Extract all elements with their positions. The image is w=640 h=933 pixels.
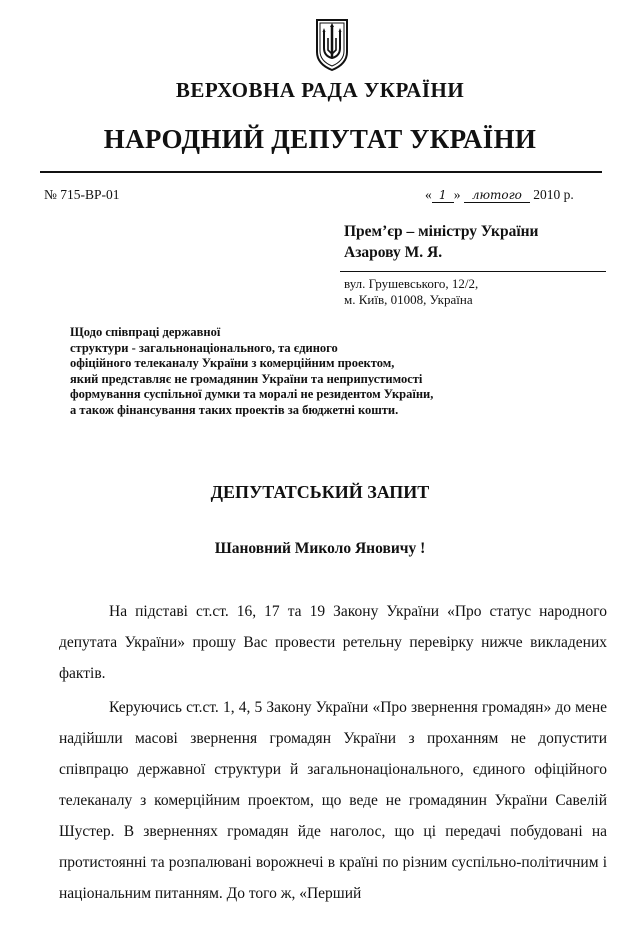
addressee-divider: [340, 271, 606, 272]
addressee-address: [344, 276, 478, 308]
subject-line: який представляє не громадянин України та неприпустимості: [70, 371, 423, 386]
date-day: 1: [432, 188, 454, 203]
registration-number: № 715-ВР-01: [44, 187, 120, 202]
address-city: м. Київ, 01008, Україна: [344, 292, 473, 307]
organization-heading: ВЕРХОВНА РАДА УКРАЇНИ: [175, 78, 465, 102]
body-paragraph: На підставі ст.ст. 16, 17 та 19 Закону України «Про статус народного депутата України» прошу Вас провести ретельну перевірку нижче викладених фактів.: [59, 603, 607, 682]
addressee-title: Прем’єр – міністру України: [344, 223, 539, 240]
body-paragraph: Керуючись ст.ст. 1, 4, 5 Закону України «Про звернення громадян» до мене надійшли масові звернення громадян України з проханням не допустити співпрацю державної структури й загальнонаціонального, єдиного офіційного телеканалу з комерційним проектом, що веде не громадянин України Савелій Шустер. В зверненнях громадян йде наголос, що ці передачі побудовані на протистоянні та розпалювані ворожнечі в країні по різним суспільно-політичним і національним питанням. До того ж, «Перший: [59, 699, 607, 902]
subject-line: офіційного телеканалу України з комерційним проектом,: [70, 356, 395, 370]
subject-block: [70, 325, 590, 418]
address-street: вул. Грушевського, 12/2,: [344, 276, 479, 291]
header-divider: [40, 171, 602, 173]
date-close-quote: »: [453, 187, 461, 202]
greeting: Шановний Миколо Яновичу !: [214, 540, 426, 557]
deputy-heading: НАРОДНИЙ ДЕПУТАТ УКРАЇНИ: [103, 124, 537, 154]
document-date: [425, 187, 574, 203]
subject-line: структури - загальнонаціонального, та єдиного: [70, 340, 338, 355]
subject-line: а також фінансування таких проектів за бюджетні кошти.: [70, 402, 399, 417]
date-year: 2010 р.: [533, 187, 574, 202]
addressee-block: [344, 221, 539, 263]
subject-line: Щодо співпраці державної: [70, 325, 221, 339]
trident-emblem-icon: [314, 18, 350, 72]
body-text: [59, 596, 607, 909]
document-title: ДЕПУТАТСЬКИЙ ЗАПИТ: [210, 482, 430, 502]
date-open-quote: «: [425, 187, 432, 202]
subject-line: формування суспільної думки та моралі не резидентом України,: [70, 387, 434, 401]
date-month: лютого: [464, 188, 530, 203]
addressee-name: Азарову М. Я.: [344, 244, 443, 261]
